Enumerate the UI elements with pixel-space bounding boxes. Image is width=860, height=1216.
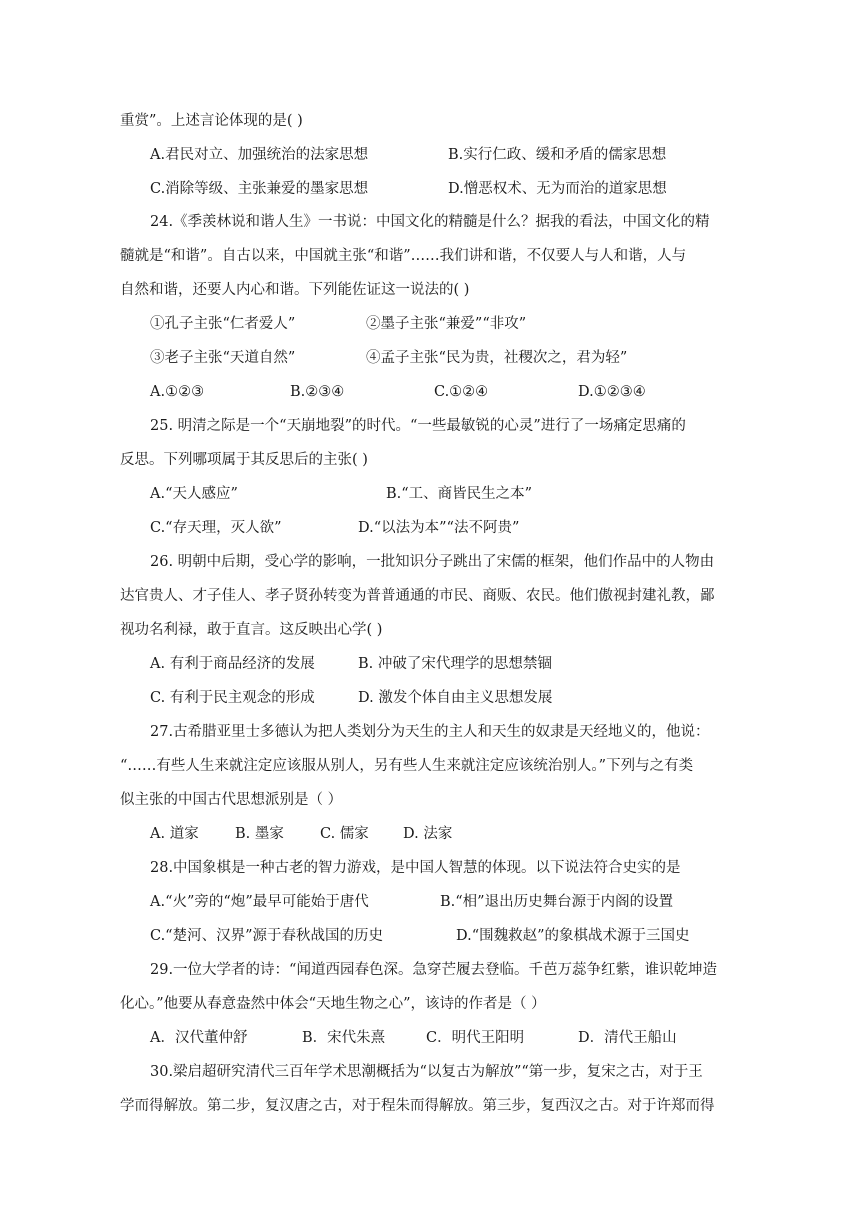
- q27-option-d: D. 法家: [403, 826, 453, 842]
- q24-option-d: D.①②③④: [578, 384, 646, 400]
- q27-option-c: C. 儒家: [320, 826, 369, 842]
- q28-stem-line-1: 28.中国象棋是一种古老的智力游戏，是中国人智慧的体现。以下说法符合史实的是: [150, 860, 681, 876]
- q26-option-b: B. 冲破了宋代理学的思想禁锢: [358, 656, 552, 672]
- q25-option-a: A.“天人感应”: [150, 486, 238, 502]
- q24-item-1: ①孔子主张“仁者爱人”: [150, 316, 296, 332]
- q28-option-c: C.“楚河、汉界”源于春秋战国的历史: [150, 928, 384, 944]
- q29-option-b: B．宋代朱熹: [302, 1030, 386, 1046]
- q27-option-a: A. 道家: [150, 826, 199, 842]
- q26-stem-line-3: 视功名利禄，敢于直言。这反映出心学( ): [120, 622, 383, 638]
- q24-option-b: B.②③④: [290, 384, 345, 400]
- q24-stem-line-2: 髓就是“和谐”。自古以来，中国就主张“和谐”……我们讲和谐，不仅要人与人和谐，人与: [120, 248, 687, 264]
- q27-stem-line-3: 似主张的中国古代思想派别是（ ）: [120, 792, 343, 808]
- q27-option-b: B. 墨家: [235, 826, 284, 842]
- q25-stem-line-2: 反思。下列哪项属于其反思后的主张( ): [120, 452, 368, 468]
- q29-stem-line-2: 化心。”他要从春意盎然中体会“天地生物之心”，该诗的作者是（ ）: [120, 996, 546, 1012]
- q25-option-d: D.“以法为本”“法不阿贵”: [358, 520, 520, 536]
- q25-option-b: B.“工、商皆民生之本”: [386, 486, 533, 502]
- q28-option-b: B.“相”退出历史舞台源于内阁的设置: [440, 894, 674, 910]
- q26-option-a: A. 有利于商品经济的发展: [150, 656, 315, 672]
- q23-option-c: C.消除等级、主张兼爱的墨家思想: [150, 181, 369, 197]
- q29-option-d: D．清代王船山: [578, 1030, 677, 1046]
- q24-option-a: A.①②③: [150, 384, 205, 400]
- q28-option-a: A.“火”旁的“炮”最早可能始于唐代: [150, 894, 369, 910]
- q29-stem-line-1: 29.一位大学者的诗：“闻道西园春色深。急穿芒履去登临。千芭万蕊争红紫，谁识乾坤造: [150, 962, 717, 978]
- q28-option-d: D.“围魏救赵”的象棋战术源于三国史: [456, 928, 690, 944]
- q24-item-2: ②墨子主张“兼爱”“非攻”: [366, 316, 527, 332]
- q27-stem-line-1: 27.古希腊亚里士多德认为把人类划分为天生的主人和天生的奴隶是天经地义的，他说：: [150, 724, 710, 740]
- q24-stem-line-1: 24.《季羡林说和谐人生》一书说：中国文化的精髓是什么？据我的看法，中国文化的精: [150, 214, 710, 230]
- q30-stem-line-2: 学而得解放。第二步，复汉唐之古，对于程朱而得解放。第三步，复西汉之古。对于许郑而得: [120, 1098, 715, 1114]
- q30-stem-line-1: 30.梁启超研究清代三百年学术思潮概括为“以复古为解放”“第一步，复宋之古，对于王: [150, 1064, 703, 1080]
- q26-stem-line-2: 达官贵人、才子佳人、孝子贤孙转变为普普通通的市民、商贩、农民。他们傲视封建礼教，鄙: [120, 588, 715, 604]
- q26-option-c: C. 有利于民主观念的形成: [150, 690, 315, 706]
- q24-stem-line-3: 自然和谐，还要人内心和谐。下列能佐证这一说法的( ): [120, 282, 470, 298]
- q23-stem-tail: 重赏”。上述言论体现的是( ): [120, 113, 303, 129]
- q29-option-a: A．汉代董仲舒: [150, 1030, 248, 1046]
- q29-option-c: C．明代王阳明: [426, 1030, 525, 1046]
- q23-option-b: B.实行仁政、缓和矛盾的儒家思想: [448, 147, 667, 163]
- q24-item-3: ③老子主张“天道自然”: [150, 350, 296, 366]
- q26-stem-line-1: 26. 明朝中后期，受心学的影响，一批知识分子跳出了宋儒的框架，他们作品中的人物由: [150, 554, 715, 570]
- q26-option-d: D. 激发个体自由主义思想发展: [358, 690, 553, 706]
- q23-option-a: A.君民对立、加强统治的法家思想: [150, 147, 369, 163]
- q24-item-4: ④孟子主张“民为贵，社稷次之，君为轻”: [366, 350, 628, 366]
- q25-stem-line-1: 25. 明清之际是一个“天崩地裂”的时代。“一些最敏锐的心灵”进行了一场痛定思痛的: [150, 418, 686, 434]
- q25-option-c: C.“存天理，灭人欲”: [150, 520, 282, 536]
- q27-stem-line-2: “……有些人生来就注定应该服从别人，另有些人生来就注定应该统治别人。”下列与之有类: [120, 758, 694, 774]
- q24-option-c: C.①②④: [434, 384, 489, 400]
- q23-option-d: D.憎恶权术、无为而治的道家思想: [448, 181, 667, 197]
